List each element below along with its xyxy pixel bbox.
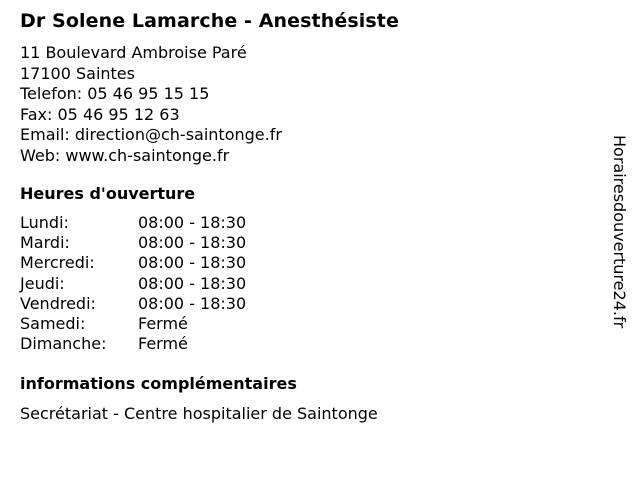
time-value: Fermé bbox=[138, 314, 188, 334]
day-label: Mercredi: bbox=[20, 253, 95, 273]
contact-block bbox=[20, 43, 282, 166]
opening-hours-table bbox=[20, 213, 246, 354]
day-label: Lundi: bbox=[20, 213, 69, 232]
time-value: 08:00 - 18:30 bbox=[138, 273, 247, 293]
hours-row-saturday bbox=[20, 314, 246, 334]
address-street: 11 Boulevard Ambroise Paré bbox=[20, 43, 247, 62]
additional-info-heading: informations complémentaires bbox=[20, 374, 297, 393]
day-label: Vendredi: bbox=[20, 293, 96, 313]
day-label: Mardi: bbox=[20, 233, 70, 253]
hours-row-friday bbox=[20, 294, 246, 314]
time-value: 08:00 - 18:30 bbox=[138, 233, 247, 253]
site-watermark: Horairesdouverture24.fr bbox=[610, 135, 629, 329]
fax-number: Fax: 05 46 95 12 63 bbox=[20, 104, 180, 124]
website-link[interactable]: Web: www.ch-saintonge.fr bbox=[20, 145, 230, 165]
time-value: 08:00 - 18:30 bbox=[138, 293, 247, 313]
time-value: Fermé bbox=[138, 334, 188, 354]
hours-row-sunday bbox=[20, 334, 246, 354]
time-value: 08:00 - 18:30 bbox=[138, 213, 247, 232]
additional-info-text: Secrétariat - Centre hospitalier de Saintonge bbox=[20, 404, 378, 423]
hours-row-tuesday bbox=[20, 233, 246, 253]
phone-number[interactable]: Telefon: 05 46 95 15 15 bbox=[20, 84, 210, 103]
address-city: 17100 Saintes bbox=[20, 63, 135, 83]
day-label: Samedi: bbox=[20, 314, 86, 334]
time-value: 08:00 - 18:30 bbox=[138, 253, 247, 273]
opening-hours-heading: Heures d'ouverture bbox=[20, 184, 196, 203]
email-address[interactable]: Email: direction@ch-saintonge.fr bbox=[20, 125, 282, 144]
day-label: Jeudi: bbox=[20, 273, 65, 293]
hours-row-thursday bbox=[20, 274, 246, 294]
day-label: Dimanche: bbox=[20, 334, 107, 354]
hours-row-monday bbox=[20, 213, 246, 233]
page-title: Dr Solene Lamarche - Anesthésiste bbox=[20, 10, 399, 32]
hours-row-wednesday bbox=[20, 253, 246, 273]
